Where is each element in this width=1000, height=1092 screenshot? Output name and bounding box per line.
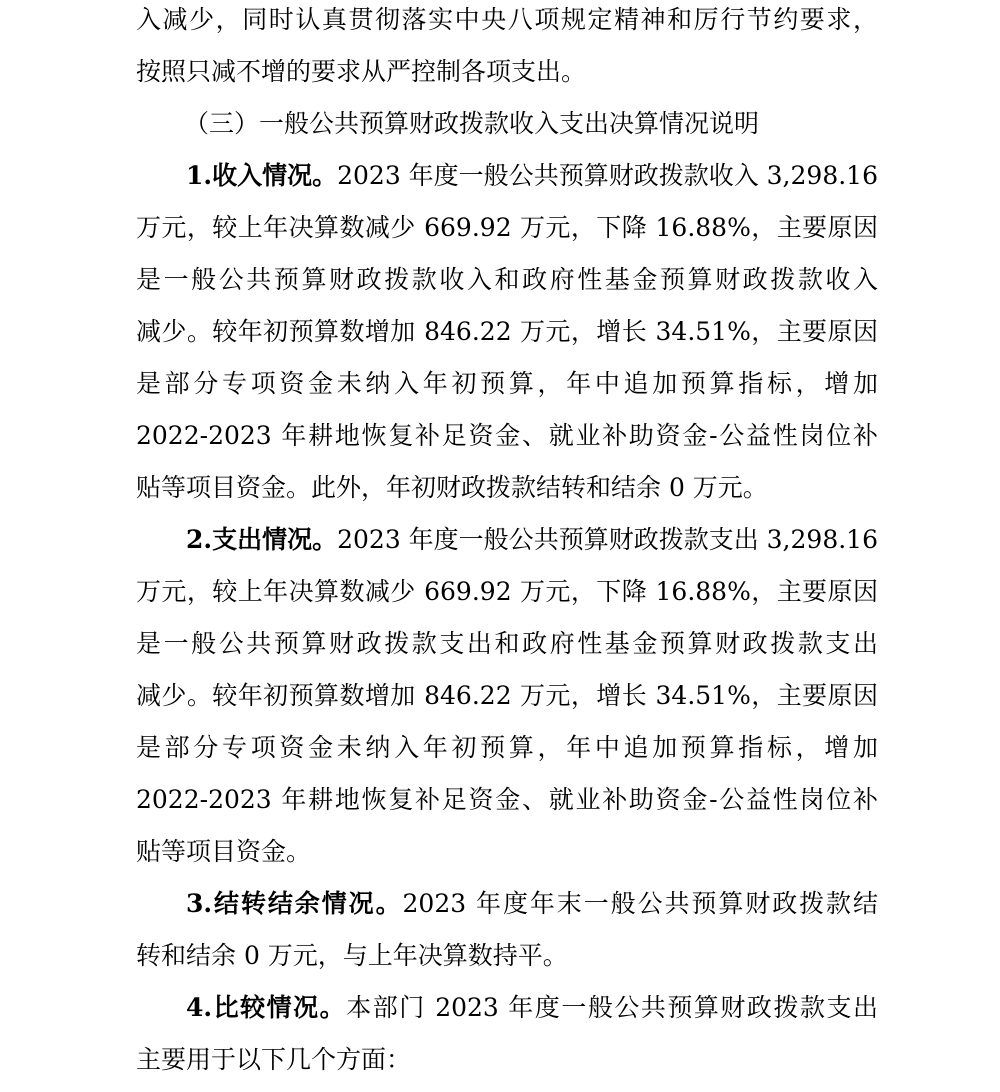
text-line: 是一般公共预算财政拨款支出和政府性基金预算财政拨款支出 (136, 629, 878, 658)
text-line: 2022-2023 年耕地恢复补足资金、就业补助资金-公益性岗位补 (136, 785, 878, 814)
text-line: 是部分专项资金未纳入年初预算，年中追加预算指标，增加 (136, 733, 878, 762)
paragraph-first-line (136, 988, 878, 1040)
text-run: 2023 年度一般公共预算财政拨款收入 3,298.16 (337, 161, 878, 190)
text-line: 是一般公共预算财政拨款收入和政府性基金预算财政拨款收入 (136, 265, 878, 294)
paragraph-lead: 2.支出情况。 (186, 525, 338, 554)
text-run: 本部门 2023 年度一般公共预算财政拨款支出 (346, 993, 878, 1022)
text-line: 按照只减不增的要求从严控制各项支出。 (136, 57, 587, 86)
paragraph-lead: 3.结转结余情况。 (186, 889, 403, 918)
text-line: 转和结余 0 万元，与上年决算数持平。 (136, 941, 568, 970)
text-line: 万元，较上年决算数减少 669.92 万元，下降 16.88%，主要原因 (136, 577, 878, 606)
paragraph-lead: 1.收入情况。 (186, 161, 338, 190)
text-line: 主要用于以下几个方面： (136, 1045, 412, 1074)
paragraph-first-line (136, 156, 878, 208)
text-line: 万元，较上年决算数减少 669.92 万元，下降 16.88%，主要原因 (136, 213, 878, 242)
text-run: 2023 年度年末一般公共预算财政拨款结 (402, 889, 878, 918)
paragraph-first-line (136, 884, 878, 936)
text-line: 是部分专项资金未纳入年初预算，年中追加预算指标，增加 (136, 369, 878, 398)
text-line: 减少。较年初预算数增加 846.22 万元，增长 34.51%，主要原因 (136, 681, 878, 710)
text-line: 入减少，同时认真贯彻落实中央八项规定精神和厉行节约要求， (136, 5, 878, 34)
text-line: 贴等项目资金。 (136, 837, 312, 866)
text-line: 贴等项目资金。此外，年初财政拨款结转和结余 0 万元。 (136, 473, 768, 502)
text-run: 2023 年度一般公共预算财政拨款支出 3,298.16 (337, 525, 878, 554)
paragraph-first-line (136, 520, 878, 572)
document-page (136, 0, 878, 1092)
text-line: 2022-2023 年耕地恢复补足资金、就业补助资金-公益性岗位补 (136, 421, 878, 450)
paragraph-lead: 4.比较情况。 (186, 993, 347, 1022)
section-heading: （三）一般公共预算财政拨款收入支出决算情况说明 (184, 109, 760, 138)
text-line: 减少。较年初预算数增加 846.22 万元，增长 34.51%，主要原因 (136, 317, 878, 346)
